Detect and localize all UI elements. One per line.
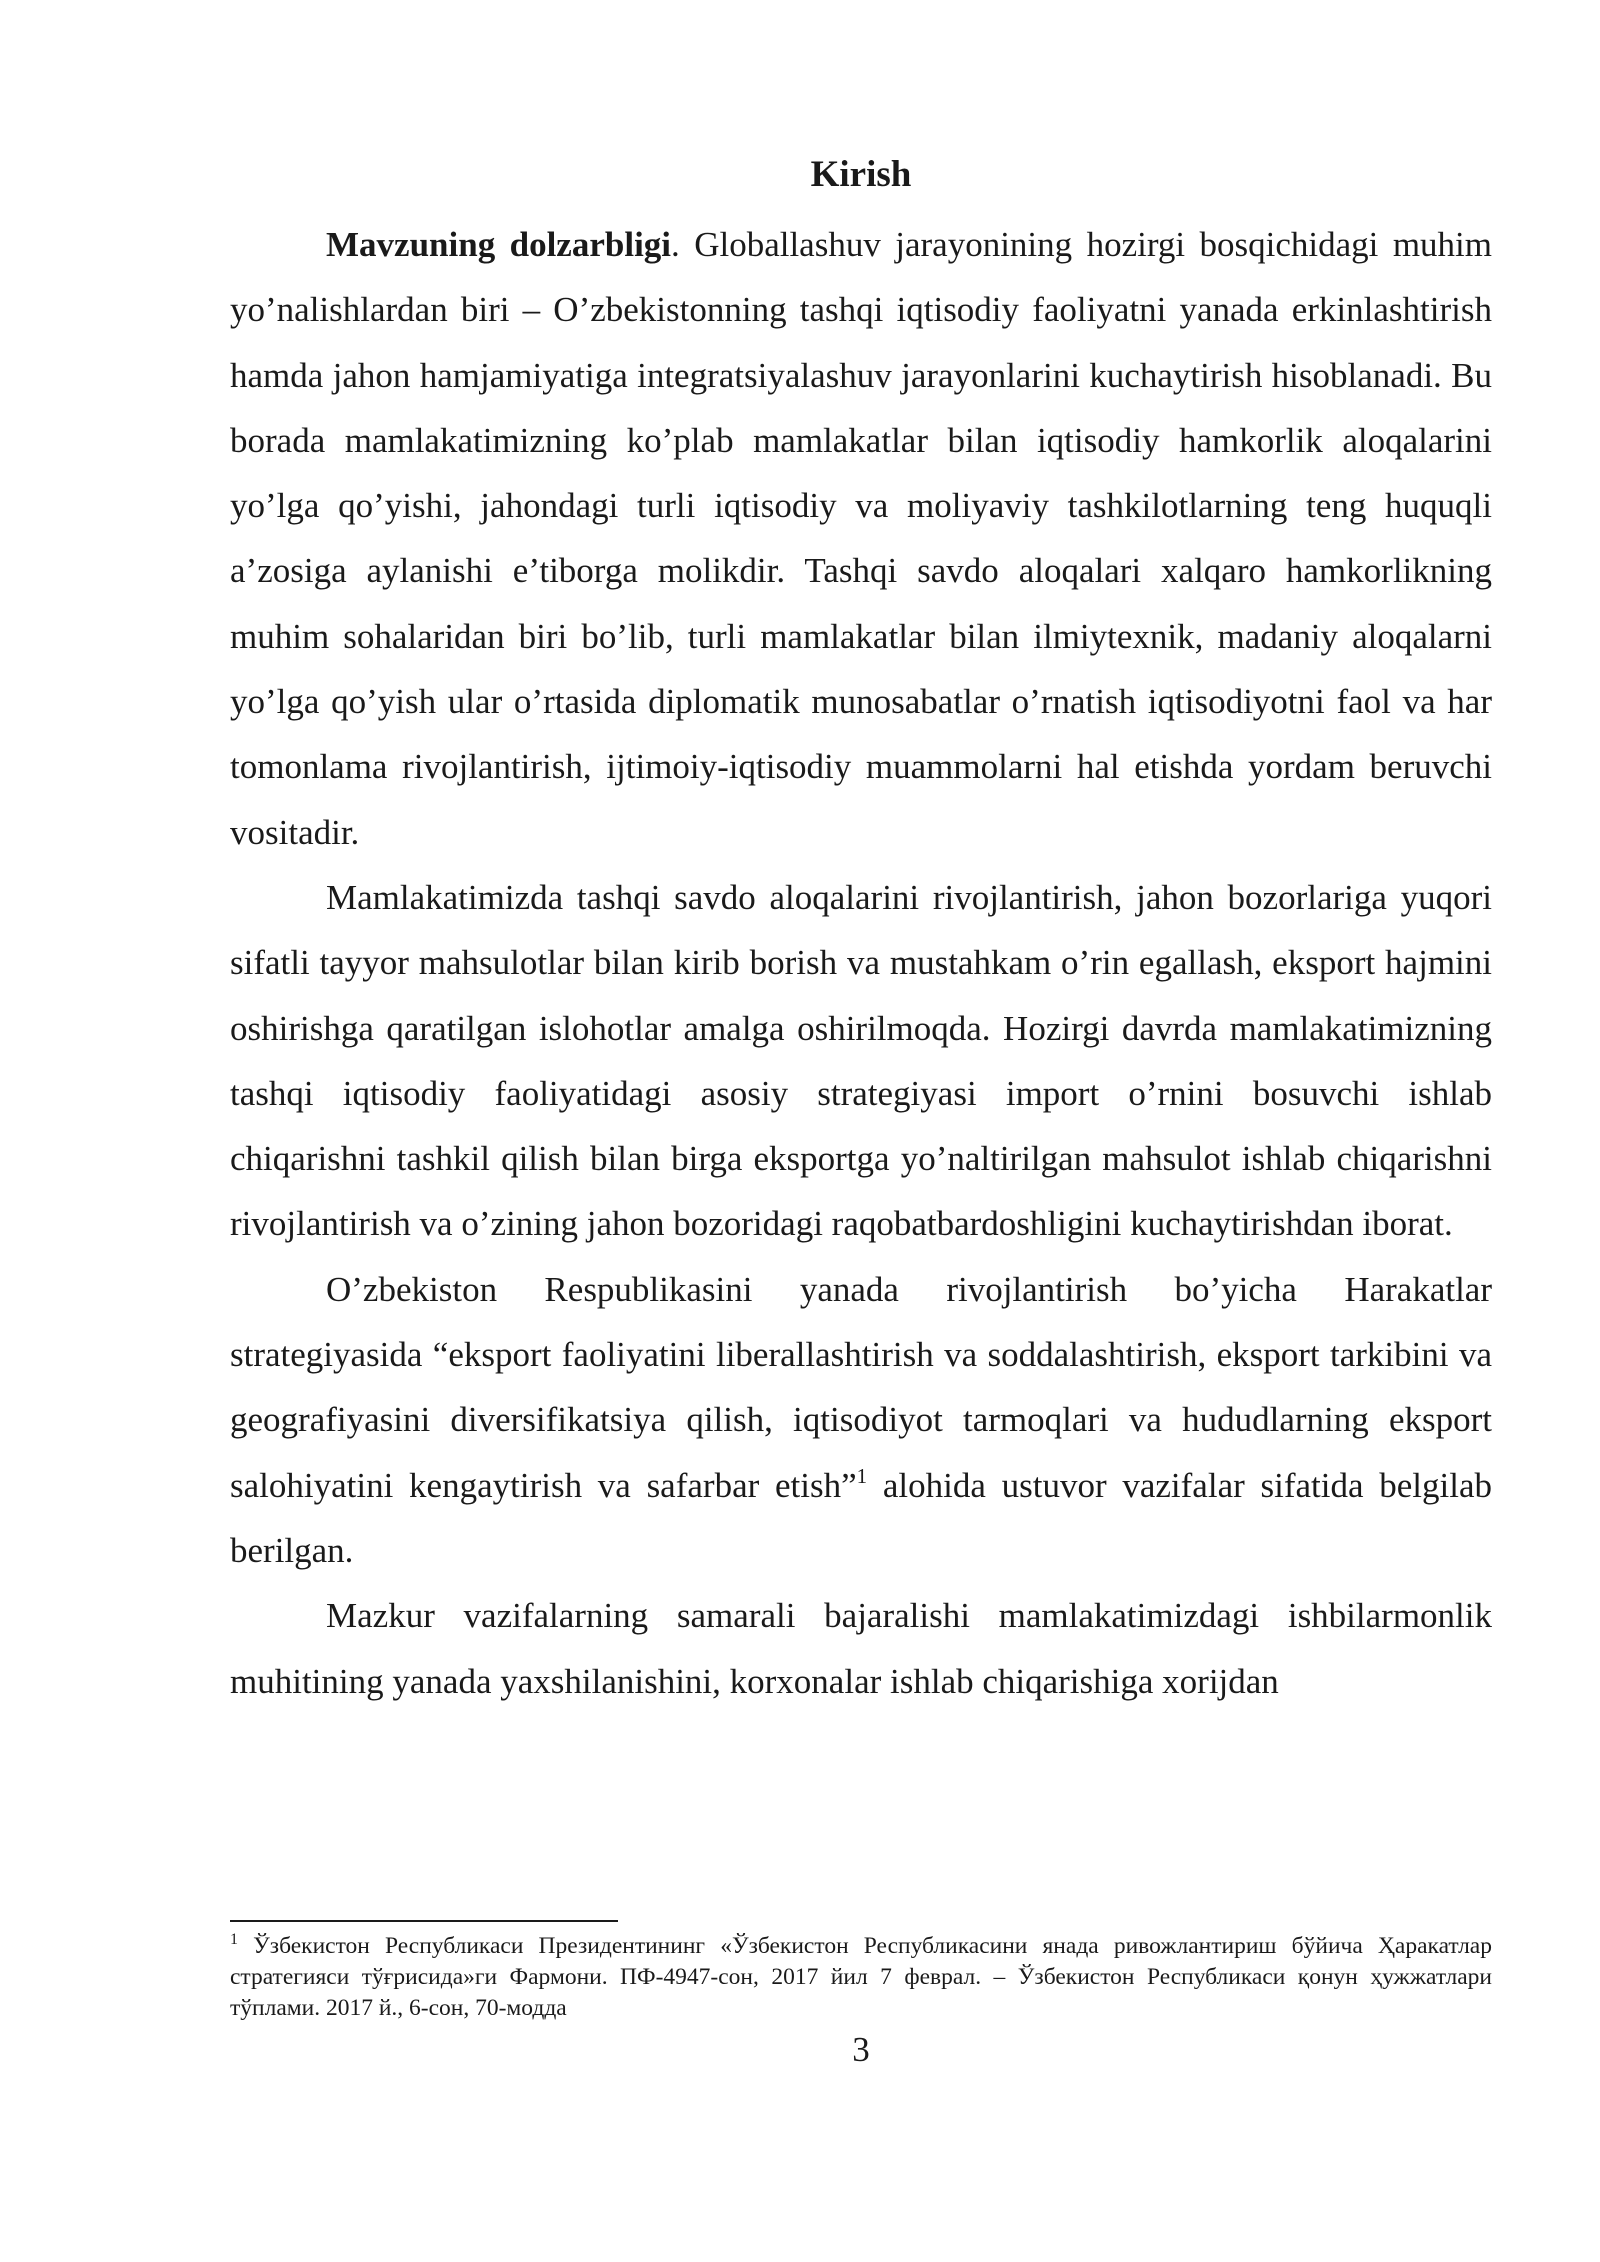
section-title: Kirish xyxy=(810,154,912,195)
footnote-separator xyxy=(230,1920,618,1922)
paragraph-lead-heading: Mavzuning dolzarbligi xyxy=(326,225,672,264)
page-number: 3 xyxy=(852,2030,870,2069)
footnote-reference[interactable]: 1 xyxy=(856,1463,868,1488)
footnote-number: 1 xyxy=(230,1931,238,1948)
paragraph-tasks: Mazkur vazifalarning samarali bajaralishi mamlakatimizdagi ishbilarmonlik muhitining yanada yaxshilanishini, korxonalar ishlab chiqarishiga xorijdan xyxy=(230,1596,1492,1701)
document-body xyxy=(230,148,1492,1714)
footnote-text: Ўзбекистон Республикаси Президентининг «Ўзбекистон Республикасини янада ривожлантириш бўйича Ҳаракатлар стратегияси тўғрисида»ги Фармони. ПФ-4947-сон, 2017 йил 7 феврал. – Ўзбекистон Республикаси қонун ҳужжатлари тўплами. 2017 й., 6-сон, 70-модда xyxy=(230,1933,1492,2021)
footnote xyxy=(230,1931,1492,2024)
paragraph-text: O’zbekiston Respublikasini yanada rivojlantirish bo’yicha Harakatlar strategiyasida “eksport faoliyatini liberallashtirish va soddalashtirish, eksport tarkibini va geografiyasini diversifikatsiya qilish, iqtisodiyot tarmoqlari va hududlarning eksport salohiyatini kengaytirish va safarbar etish” xyxy=(230,1269,1492,1505)
paragraph-text: . Globallashuv jarayonining hozirgi bosqichidagi muhim yo’nalishlardan biri – O’zbekistonning tashqi iqtisodiy faoliyatni yanada erkinlashtirish hamda jahon hamjamiyatiga integratsiyalashuv jarayonlarini kuchaytirish hisoblanadi. Bu borada mamlakatimizning ko’plab mamlakatlar bilan iqtisodiy hamkorlik aloqalarini yo’lga qo’yishi, jahondagi turli iqtisodiy va moliyaviy tashkilotlarning teng huquqli a’zosiga aylanishi e’tiborga molikdir. Tashqi savdo aloqalari xalqaro hamkorlikning muhim sohalaridan biri bo’lib, turli mamlakatlar bilan ilmiytexnik, madaniy aloqalarni yo’lga qo’yish ular o’rtasida diplomatik munosabatlar o’rnatish iqtisodiyotni faol va har tomonlama rivojlantirish, ijtimoiy-iqtisodiy muammolarni hal etishda yordam beruvchi vositadir. xyxy=(230,225,1492,852)
paragraph-trade-development: Mamlakatimizda tashqi savdo aloqalarini rivojlantirish, jahon bozorlariga yuqori sifatli tayyor mahsulotlar bilan kirib borish va mustahkam o’rin egallash, eksport hajmini oshirishga qaratilgan islohotlar amalga oshirilmoqda. Hozirgi davrda mamlakatimizning tashqi iqtisodiy faoliyatidagi asosiy strategiyasi import o’rnini bosuvchi ishlab chiqarishni tashkil qilish bilan birga eksportga yo’naltirilgan mahsulot ishlab chiqarishni rivojlantirish va o’zining jahon bozoridagi raqobatbardoshligini kuchaytirishdan iborat. xyxy=(230,877,1492,1244)
paragraph-strategy xyxy=(230,1257,1492,1583)
paragraph-relevance xyxy=(230,212,1492,865)
paragraph-text: alohida ustuvor vazifalar sifatida belgilab berilgan. xyxy=(230,1465,1492,1570)
